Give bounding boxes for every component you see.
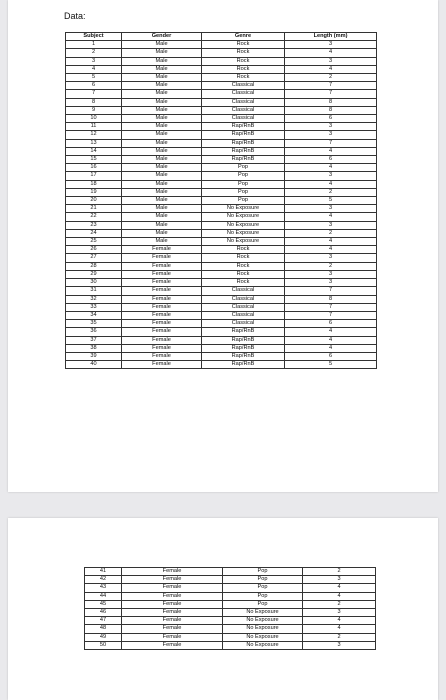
gender-cell: Female (122, 254, 202, 262)
length-cell: 3 (285, 254, 377, 262)
genre-cell: No Exposure (223, 617, 303, 625)
subject-cell: 3 (66, 57, 122, 65)
length-cell: 3 (303, 576, 376, 584)
gender-header: Gender (122, 33, 202, 41)
genre-cell: Classical (202, 303, 285, 311)
length-cell: 4 (303, 617, 376, 625)
genre-cell: Rap/RnB (202, 344, 285, 352)
subject-cell: 24 (66, 229, 122, 237)
gender-cell: Female (122, 344, 202, 352)
genre-cell: No Exposure (223, 633, 303, 641)
subject-cell: 46 (85, 609, 122, 617)
subject-cell: 5 (66, 74, 122, 82)
length-cell: 4 (285, 65, 377, 73)
length-cell: 5 (285, 197, 377, 205)
gender-cell: Male (122, 123, 202, 131)
subject-cell: 34 (66, 311, 122, 319)
length-cell: 4 (285, 180, 377, 188)
genre-cell: Classical (202, 115, 285, 123)
table-row (66, 197, 377, 205)
gender-cell: Female (122, 641, 223, 649)
subject-cell: 13 (66, 139, 122, 147)
genre-cell: No Exposure (223, 625, 303, 633)
subject-cell: 47 (85, 617, 122, 625)
table-row (85, 592, 376, 600)
gender-cell: Female (122, 246, 202, 254)
length-cell: 7 (285, 82, 377, 90)
genre-cell: Rap/RnB (202, 123, 285, 131)
length-cell: 7 (285, 311, 377, 319)
gender-cell: Female (122, 592, 223, 600)
length-cell: 4 (285, 213, 377, 221)
genre-cell: Pop (202, 164, 285, 172)
gender-cell: Male (122, 172, 202, 180)
subject-cell: 32 (66, 295, 122, 303)
gender-cell: Female (122, 625, 223, 633)
genre-cell: Pop (202, 180, 285, 188)
genre-cell: Rap/RnB (202, 131, 285, 139)
length-cell: 2 (285, 188, 377, 196)
length-cell: 4 (285, 164, 377, 172)
table-row (66, 98, 377, 106)
table-row (66, 328, 377, 336)
table-row (85, 584, 376, 592)
table-row (66, 246, 377, 254)
subject-cell: 11 (66, 123, 122, 131)
subject-cell: 26 (66, 246, 122, 254)
length-cell: 8 (285, 106, 377, 114)
length-cell: 4 (285, 49, 377, 57)
table-row (66, 49, 377, 57)
table-row (66, 352, 377, 360)
length-cell: 2 (285, 74, 377, 82)
genre-cell: Rock (202, 41, 285, 49)
table-row (66, 139, 377, 147)
table-row (66, 213, 377, 221)
gender-cell: Male (122, 197, 202, 205)
gender-cell: Male (122, 221, 202, 229)
length-header: Length (mm) (285, 33, 377, 41)
gender-cell: Female (122, 270, 202, 278)
subject-cell: 41 (85, 568, 122, 576)
subject-cell: 19 (66, 188, 122, 196)
genre-cell: Classical (202, 295, 285, 303)
table-row (66, 115, 377, 123)
gender-cell: Female (122, 361, 202, 369)
length-cell: 3 (285, 123, 377, 131)
table-row (85, 600, 376, 608)
document-page-1 (8, 0, 438, 492)
genre-cell: Rock (202, 57, 285, 65)
genre-cell: Rock (202, 49, 285, 57)
gender-cell: Female (122, 328, 202, 336)
length-cell: 4 (303, 625, 376, 633)
table-row (85, 609, 376, 617)
gender-cell: Female (122, 568, 223, 576)
length-cell: 4 (303, 592, 376, 600)
gender-cell: Female (122, 584, 223, 592)
subject-cell: 2 (66, 49, 122, 57)
subject-header: Subject (66, 33, 122, 41)
gender-cell: Male (122, 164, 202, 172)
table-row (85, 625, 376, 633)
subject-cell: 6 (66, 82, 122, 90)
subject-cell: 40 (66, 361, 122, 369)
table-row (66, 164, 377, 172)
genre-cell: Rap/RnB (202, 336, 285, 344)
length-cell: 6 (285, 352, 377, 360)
genre-cell: Rap/RnB (202, 352, 285, 360)
gender-cell: Male (122, 147, 202, 155)
subject-cell: 20 (66, 197, 122, 205)
gender-cell: Female (122, 262, 202, 270)
table-row (66, 147, 377, 155)
subject-cell: 23 (66, 221, 122, 229)
data-label: Data: (64, 11, 86, 21)
length-cell: 4 (285, 328, 377, 336)
genre-cell: Rap/RnB (202, 328, 285, 336)
length-cell: 6 (285, 115, 377, 123)
genre-cell: Classical (202, 311, 285, 319)
subject-cell: 7 (66, 90, 122, 98)
table-row (66, 205, 377, 213)
gender-cell: Male (122, 82, 202, 90)
table-row (66, 344, 377, 352)
table-row (66, 57, 377, 65)
length-cell: 4 (285, 336, 377, 344)
gender-cell: Male (122, 115, 202, 123)
subject-cell: 1 (66, 41, 122, 49)
length-cell: 5 (285, 361, 377, 369)
subject-cell: 28 (66, 262, 122, 270)
table-row (66, 279, 377, 287)
length-cell: 7 (285, 287, 377, 295)
length-cell: 3 (285, 270, 377, 278)
gender-cell: Male (122, 180, 202, 188)
gender-cell: Male (122, 213, 202, 221)
gender-cell: Female (122, 352, 202, 360)
genre-cell: Rock (202, 270, 285, 278)
subject-cell: 4 (66, 65, 122, 73)
length-cell: 4 (303, 584, 376, 592)
subject-cell: 16 (66, 164, 122, 172)
subject-cell: 49 (85, 633, 122, 641)
genre-cell: No Exposure (202, 229, 285, 237)
table-row (66, 123, 377, 131)
subject-cell: 50 (85, 641, 122, 649)
gender-cell: Male (122, 90, 202, 98)
gender-cell: Male (122, 65, 202, 73)
subject-cell: 31 (66, 287, 122, 295)
length-cell: 7 (285, 303, 377, 311)
subject-cell: 35 (66, 320, 122, 328)
length-cell: 2 (303, 568, 376, 576)
table-row (66, 180, 377, 188)
length-cell: 7 (285, 90, 377, 98)
subject-cell: 44 (85, 592, 122, 600)
table-row (66, 90, 377, 98)
genre-header: Genre (202, 33, 285, 41)
length-cell: 6 (285, 156, 377, 164)
gender-cell: Female (122, 336, 202, 344)
length-cell: 4 (285, 147, 377, 155)
length-cell: 3 (303, 641, 376, 649)
gender-cell: Male (122, 49, 202, 57)
genre-cell: Rock (202, 279, 285, 287)
data-table-page-1 (65, 32, 377, 369)
genre-cell: Pop (202, 172, 285, 180)
genre-cell: Rock (202, 262, 285, 270)
gender-cell: Female (122, 311, 202, 319)
table-row (66, 156, 377, 164)
length-cell: 3 (285, 205, 377, 213)
subject-cell: 39 (66, 352, 122, 360)
subject-cell: 27 (66, 254, 122, 262)
subject-cell: 22 (66, 213, 122, 221)
subject-cell: 43 (85, 584, 122, 592)
subject-cell: 15 (66, 156, 122, 164)
gender-cell: Female (122, 279, 202, 287)
table-row (66, 238, 377, 246)
gender-cell: Male (122, 229, 202, 237)
length-cell: 7 (285, 139, 377, 147)
subject-cell: 38 (66, 344, 122, 352)
table-row (85, 641, 376, 649)
subject-cell: 48 (85, 625, 122, 633)
genre-cell: Rap/RnB (202, 361, 285, 369)
subject-cell: 17 (66, 172, 122, 180)
gender-cell: Male (122, 106, 202, 114)
table-row (66, 229, 377, 237)
table-row (66, 221, 377, 229)
genre-cell: No Exposure (202, 221, 285, 229)
subject-cell: 9 (66, 106, 122, 114)
gender-cell: Male (122, 188, 202, 196)
genre-cell: Classical (202, 287, 285, 295)
genre-cell: Pop (223, 568, 303, 576)
gender-cell: Male (122, 139, 202, 147)
gender-cell: Male (122, 205, 202, 213)
gender-cell: Male (122, 156, 202, 164)
genre-cell: Classical (202, 82, 285, 90)
length-cell: 2 (285, 229, 377, 237)
table-row (66, 262, 377, 270)
genre-cell: Rap/RnB (202, 156, 285, 164)
gender-cell: Male (122, 57, 202, 65)
genre-cell: Pop (202, 188, 285, 196)
genre-cell: Pop (223, 592, 303, 600)
length-cell: 4 (285, 238, 377, 246)
table-row (66, 74, 377, 82)
gender-cell: Male (122, 98, 202, 106)
length-cell: 3 (285, 279, 377, 287)
subject-cell: 12 (66, 131, 122, 139)
subject-cell: 25 (66, 238, 122, 246)
subject-cell: 42 (85, 576, 122, 584)
genre-cell: No Exposure (223, 609, 303, 617)
table-row (85, 617, 376, 625)
genre-cell: Classical (202, 90, 285, 98)
table-row (66, 287, 377, 295)
subject-cell: 36 (66, 328, 122, 336)
genre-cell: Rock (202, 65, 285, 73)
table-row (66, 82, 377, 90)
genre-cell: No Exposure (202, 205, 285, 213)
table-row (66, 295, 377, 303)
gender-cell: Female (122, 295, 202, 303)
table-row (85, 576, 376, 584)
subject-cell: 33 (66, 303, 122, 311)
length-cell: 4 (285, 246, 377, 254)
gender-cell: Male (122, 238, 202, 246)
gender-cell: Female (122, 287, 202, 295)
subject-cell: 37 (66, 336, 122, 344)
subject-cell: 45 (85, 600, 122, 608)
table-row (66, 336, 377, 344)
genre-cell: No Exposure (223, 641, 303, 649)
length-cell: 3 (285, 41, 377, 49)
length-cell: 2 (285, 262, 377, 270)
genre-cell: Rock (202, 74, 285, 82)
document-page-2 (8, 518, 438, 700)
genre-cell: No Exposure (202, 238, 285, 246)
table-row (85, 633, 376, 641)
gender-cell: Female (122, 320, 202, 328)
genre-cell: Rap/RnB (202, 139, 285, 147)
genre-cell: Pop (202, 197, 285, 205)
genre-cell: Classical (202, 98, 285, 106)
gender-cell: Male (122, 41, 202, 49)
subject-cell: 18 (66, 180, 122, 188)
table-row (66, 270, 377, 278)
genre-cell: Rap/RnB (202, 147, 285, 155)
header-row (66, 33, 377, 41)
subject-cell: 14 (66, 147, 122, 155)
length-cell: 3 (285, 131, 377, 139)
genre-cell: Classical (202, 106, 285, 114)
length-cell: 6 (285, 320, 377, 328)
table-row (66, 172, 377, 180)
length-cell: 8 (285, 295, 377, 303)
table-row (66, 131, 377, 139)
subject-cell: 10 (66, 115, 122, 123)
length-cell: 2 (303, 633, 376, 641)
table-row (66, 41, 377, 49)
table-row (66, 188, 377, 196)
gender-cell: Female (122, 576, 223, 584)
table-row (66, 106, 377, 114)
table-row (66, 320, 377, 328)
subject-cell: 29 (66, 270, 122, 278)
length-cell: 3 (285, 221, 377, 229)
genre-cell: Rock (202, 246, 285, 254)
length-cell: 3 (285, 172, 377, 180)
gender-cell: Female (122, 633, 223, 641)
genre-cell: No Exposure (202, 213, 285, 221)
table-row (66, 65, 377, 73)
gender-cell: Female (122, 600, 223, 608)
subject-cell: 30 (66, 279, 122, 287)
subject-cell: 8 (66, 98, 122, 106)
table-row (66, 361, 377, 369)
length-cell: 3 (285, 57, 377, 65)
table-row (66, 311, 377, 319)
gender-cell: Female (122, 609, 223, 617)
gender-cell: Female (122, 617, 223, 625)
length-cell: 3 (303, 609, 376, 617)
gender-cell: Female (122, 303, 202, 311)
data-table-page-2 (84, 567, 376, 650)
length-cell: 8 (285, 98, 377, 106)
genre-cell: Pop (223, 600, 303, 608)
table-row (66, 254, 377, 262)
genre-cell: Pop (223, 576, 303, 584)
table-row (66, 303, 377, 311)
subject-cell: 21 (66, 205, 122, 213)
length-cell: 2 (303, 600, 376, 608)
genre-cell: Rock (202, 254, 285, 262)
genre-cell: Classical (202, 320, 285, 328)
gender-cell: Male (122, 74, 202, 82)
genre-cell: Pop (223, 584, 303, 592)
length-cell: 4 (285, 344, 377, 352)
table-row (85, 568, 376, 576)
gender-cell: Male (122, 131, 202, 139)
